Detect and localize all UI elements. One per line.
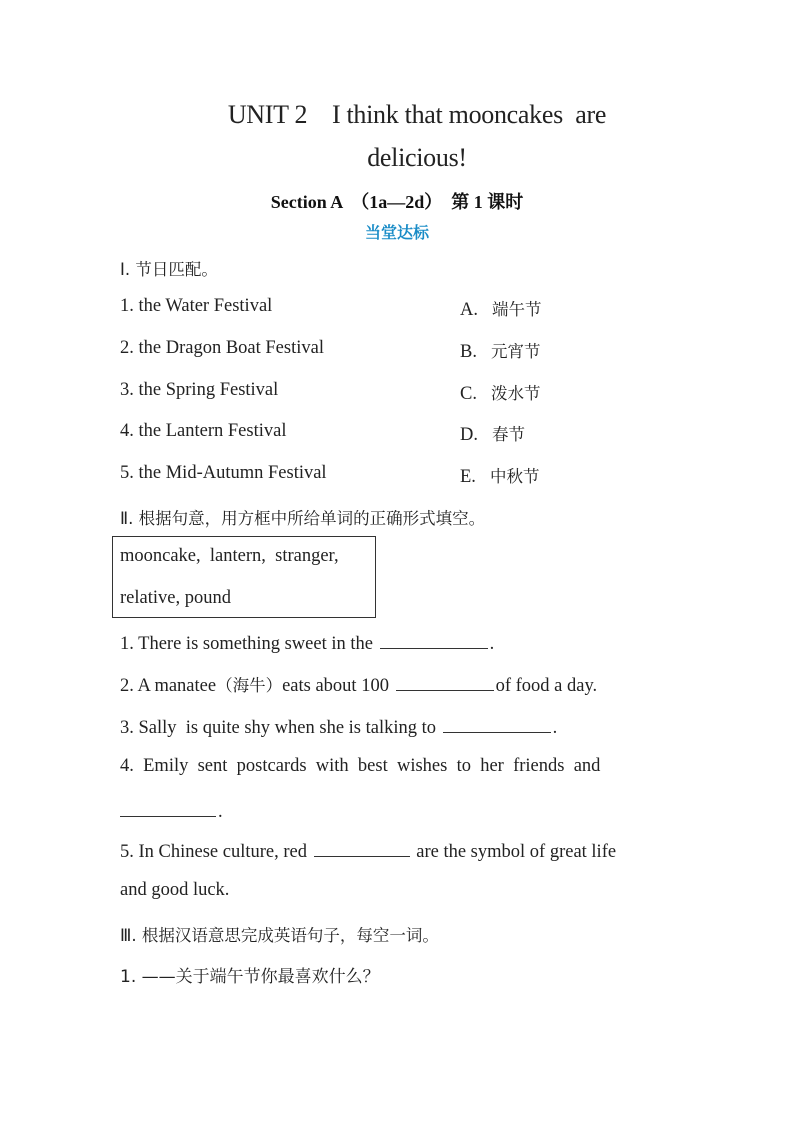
- answer-blank[interactable]: [443, 714, 551, 733]
- option-letter: D.: [460, 425, 478, 445]
- option-letter: C.: [460, 384, 477, 404]
- option-text: 泼水节: [490, 384, 541, 403]
- match-item-left: 4. the Lantern Festival: [120, 421, 287, 441]
- match-item-right: [460, 380, 540, 405]
- part3-question-1: [120, 962, 380, 988]
- part2-heading: Ⅱ. 根据句意，用方框中所给单词的正确形式填空。: [120, 509, 486, 528]
- question-text: .: [218, 802, 223, 822]
- match-item-right: [460, 296, 542, 321]
- match-item-right: [460, 421, 525, 446]
- question-text: 3. Sally is quite shy when she is talking to: [120, 718, 437, 738]
- answer-blank[interactable]: [396, 672, 494, 691]
- option-letter: E.: [460, 467, 476, 487]
- question-4-line2: [120, 798, 223, 823]
- option-text: 中秋节: [489, 467, 540, 486]
- unit-title-line1: UNIT 2 I think that mooncakes are: [227, 100, 607, 129]
- question-text: 1. There is something sweet in the: [120, 634, 373, 654]
- question-5-line1: [120, 838, 616, 863]
- match-item-right: [460, 338, 540, 363]
- match-item-left: 5. the Mid-Autumn Festival: [120, 463, 327, 483]
- option-text: 端午节: [492, 300, 542, 319]
- question-text: of food a day.: [495, 676, 598, 696]
- part1-heading: Ⅰ. 节日匹配。: [120, 260, 218, 279]
- answer-blank[interactable]: [120, 798, 216, 817]
- practice-subtitle: 当堂达标: [364, 223, 429, 242]
- question-text: .: [552, 718, 558, 738]
- question-text: 1. ——关于端午节你最喜欢什么？: [120, 967, 380, 987]
- option-letter: B.: [460, 342, 477, 362]
- question-4-line1: 4. Emily sent postcards with best wishes to her friends and: [120, 756, 601, 776]
- match-item-left: 2. the Dragon Boat Festival: [120, 338, 324, 358]
- option-text: 春节: [492, 425, 525, 444]
- word-bank-line2: relative, pound: [120, 588, 231, 608]
- question-1: [120, 630, 494, 655]
- question-3: [120, 714, 557, 739]
- answer-blank[interactable]: [380, 630, 488, 649]
- question-5-line2: and good luck.: [120, 880, 230, 900]
- word-bank-line1: mooncake, lantern, stranger,: [120, 546, 339, 566]
- section-heading: Section A （1a—2d） 第 1 课时: [270, 192, 524, 212]
- question-text: 5. In Chinese culture, red: [120, 842, 307, 862]
- option-text: 元宵节: [490, 342, 541, 361]
- option-letter: A.: [460, 300, 478, 320]
- question-text: .: [489, 634, 495, 654]
- question-2: [120, 672, 597, 697]
- answer-blank[interactable]: [314, 838, 410, 857]
- match-item-left: 1. the Water Festival: [120, 296, 273, 316]
- question-text: 2. A manatee: [120, 676, 217, 696]
- match-item-left: 3. the Spring Festival: [120, 380, 279, 400]
- question-text-cn: （海牛）: [216, 676, 283, 695]
- match-item-right: [460, 463, 539, 488]
- unit-title-line2: delicious!: [367, 143, 467, 172]
- part3-heading: Ⅲ. 根据汉语意思完成英语句子，每空一词。: [120, 926, 439, 945]
- question-text: eats about 100: [282, 676, 389, 696]
- question-text: are the symbol of great life: [416, 842, 617, 862]
